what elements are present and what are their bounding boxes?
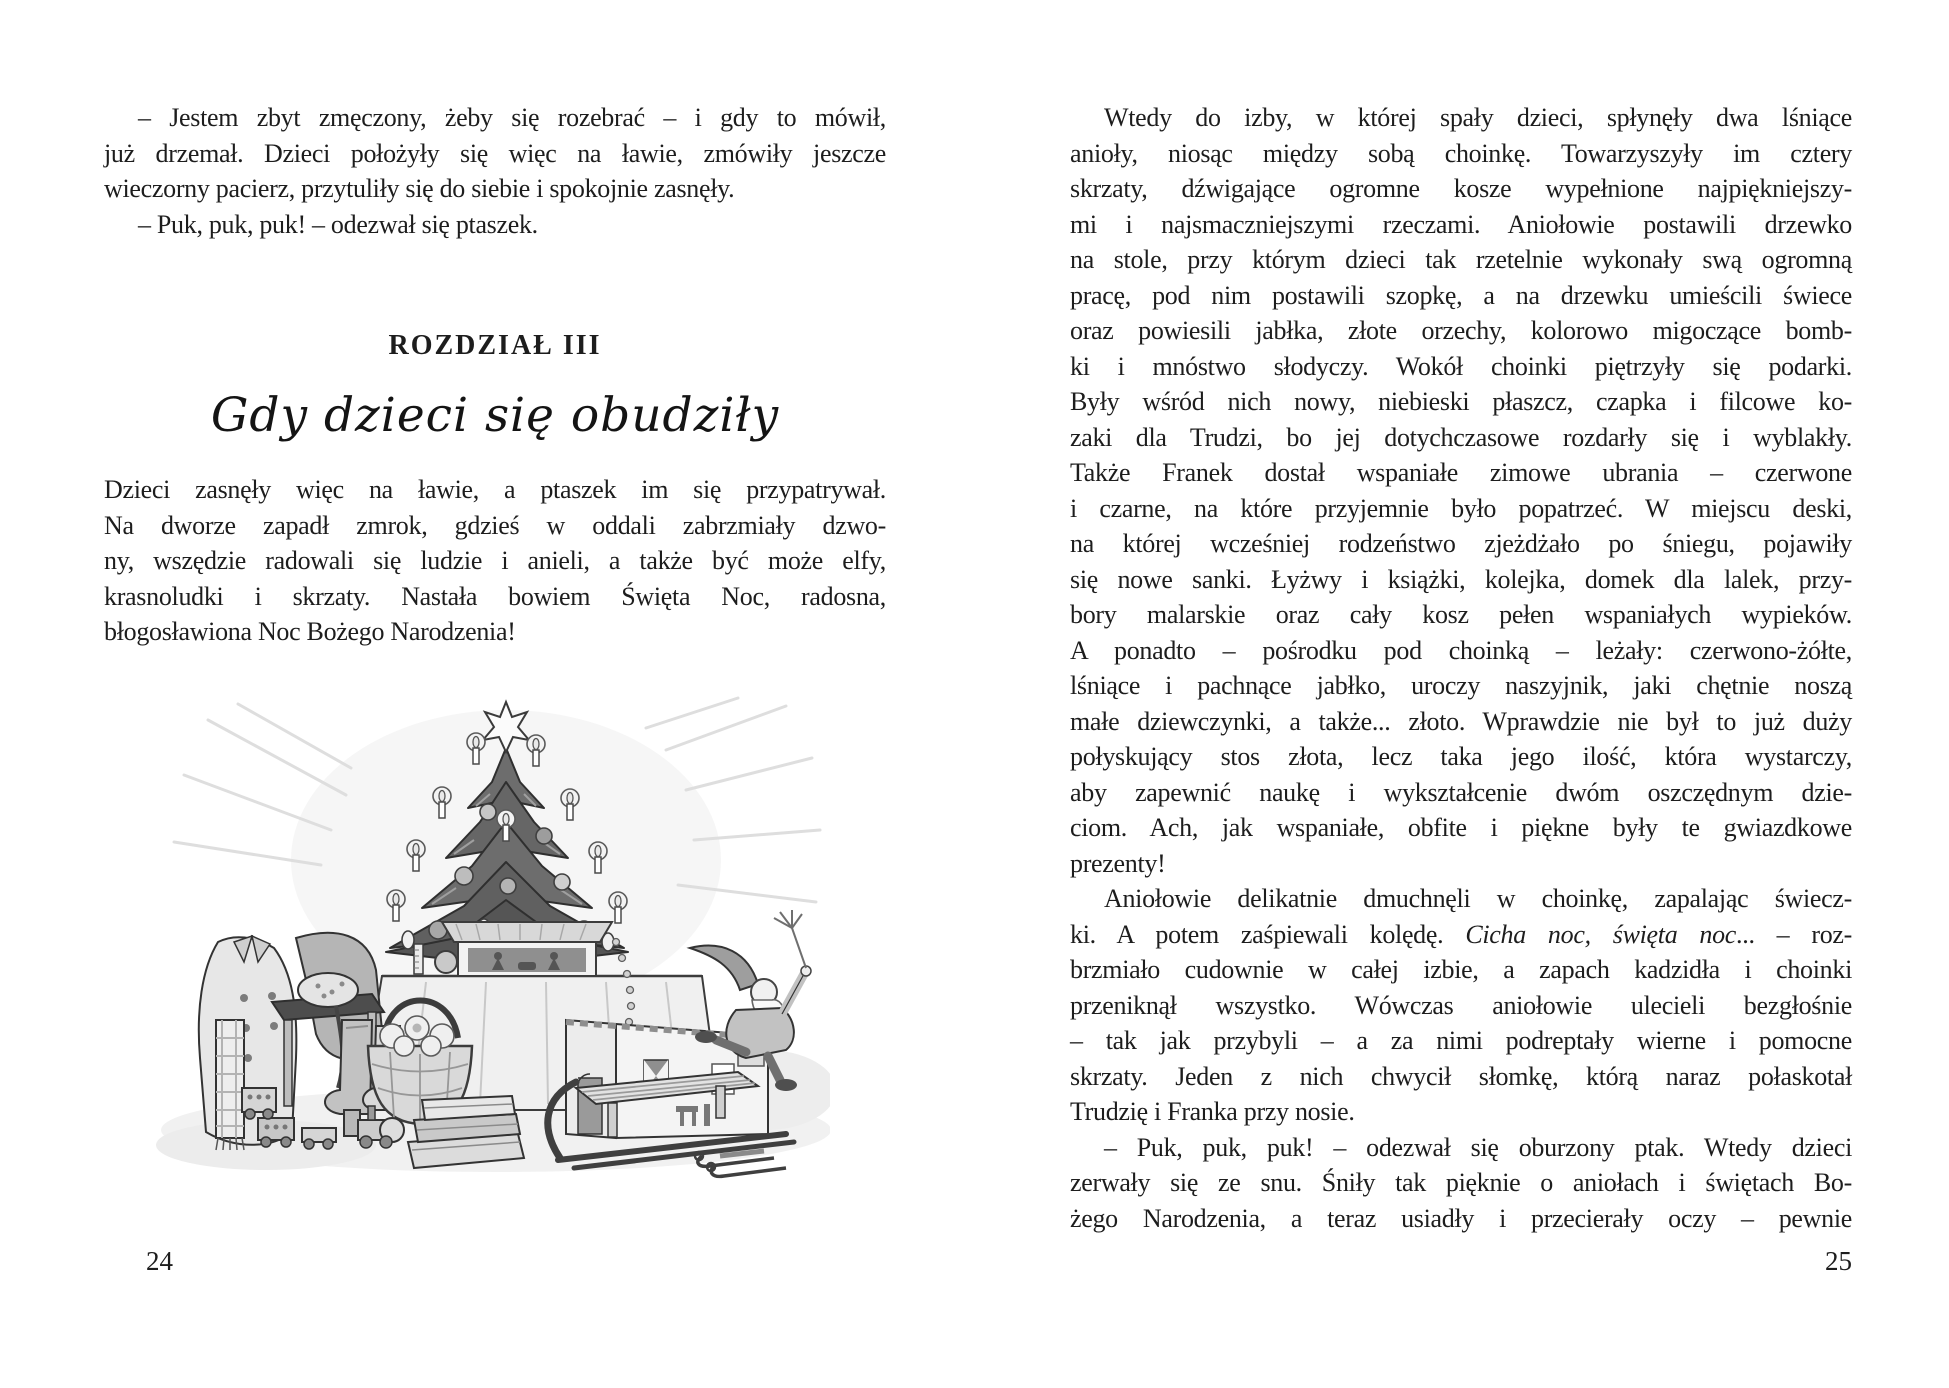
text-line: – Jestem zbyt zmęczony, żeby się rozebrać – i gdy to mówił, — [138, 103, 886, 132]
text-line: krasnoludki i skrzaty. Nastała bowiem Święta Noc, radosna, — [104, 581, 886, 611]
text-line: zerwały się ze snu. Śniły tak pięknie o aniołach i świętach Bo- — [1070, 1168, 1852, 1197]
text-line: na stole, przy którym dzieci tak rzetelnie wykonały swą ogromną — [1070, 245, 1852, 274]
text-line: prezenty! — [1070, 848, 1166, 878]
paragraph — [104, 100, 886, 207]
text-line: błogosławiona Noc Bożego Narodzenia! — [104, 617, 516, 646]
text-line: Także Franek dostał wspaniałe zimowe ubrania – czerwone — [1070, 458, 1852, 487]
apple — [435, 951, 457, 973]
text-line: oraz powiesili jabłka, złote orzechy, kolorowo migoczące bomb- — [1070, 316, 1852, 345]
text-line: żego Narodzenia, a teraz usiadły i przecierały oczy – pewnie — [1070, 1203, 1852, 1233]
text-line: Były wśród nich nowy, niebieski płaszcz, czapka i filcowe ko- — [1070, 387, 1852, 416]
straw — [774, 910, 806, 968]
ruler — [414, 944, 423, 974]
text-line: brzmiało cudownie w całej izbie, a zapach kadzidła i choinki — [1070, 955, 1852, 984]
chapter-label: ROZDZIAŁ III — [388, 330, 602, 361]
text-line: Na dworze zapadł zmrok, gdzieś w oddali zabrzmiały dzwo- — [104, 510, 886, 540]
paragraph — [1070, 881, 1852, 1130]
text-line: Trudzię i Franka przy nosie. — [1070, 1097, 1355, 1126]
left-page-top-text — [104, 100, 886, 242]
text-line: – Puk, puk, puk! – odezwał się ptaszek. — [138, 209, 538, 239]
text-line: – Puk, puk, puk! – odezwał się oburzony ptak. Wtedy dzieci — [1104, 1132, 1852, 1162]
text-line: ny, wszędzie radowali się ludzie i anieli, a także być może elfy, — [104, 546, 886, 575]
text-line: anioły, niosąc między sobą choinkę. Towarzyszyły im cztery — [1070, 138, 1852, 168]
text-line: zaki dla Trudzi, bo jej dotychczasowe rozdarły się i wyblakły. — [1070, 422, 1852, 452]
text-line: Dzieci zasnęły więc na ławie, a ptaszek im się przypatrywał. — [104, 475, 886, 504]
text-line: mi i najsmaczniejszymi rzeczami. Aniołowie postawili drzewko — [1070, 209, 1852, 239]
scarf — [216, 1020, 244, 1150]
text-line: Wtedy do izby, w której spały dzieci, spłynęły dwa lśniące — [1104, 103, 1852, 132]
dollhouse-furniture — [676, 1104, 710, 1126]
text-line: przeniknął wszystko. Wówczas aniołowie ulecieli bezgłośnie — [1070, 990, 1852, 1020]
right-page-text — [1070, 100, 1852, 1236]
text-line: bory malarskie oraz cały kosz pełen wspaniałych wypieków. — [1070, 600, 1852, 629]
text-line: wieczorny pacierz, przytuliły się do siebie i spokojnie zasnęły. — [104, 174, 735, 203]
text-line: ki i mnóstwo słodyczy. Wokół choinki piętrzyły się podarki. — [1070, 351, 1852, 381]
page-number-right: 25 — [1825, 1246, 1852, 1276]
paragraph — [104, 472, 886, 650]
paragraph — [104, 207, 886, 243]
chapter-illustration — [146, 690, 830, 1187]
page-number-left: 24 — [146, 1246, 173, 1276]
left-page-opening-text — [104, 472, 886, 650]
text-line: się nowe sanki. Łyżwy i książki, kolejka, domek dla lalek, przy- — [1070, 564, 1852, 594]
text-line: A ponadto – pośrodku pod choinką – leżały: czerwono-żółte, — [1070, 635, 1852, 665]
text-line: Aniołowie delikatnie dmuchnęli w choinkę, zapalając świecz- — [1104, 884, 1852, 913]
chapter-title: Gdy dzieci się obudziły — [210, 388, 780, 443]
text-line: połyskujący stos złota, lecz taka jego ilość, która wystarczy, — [1070, 742, 1852, 771]
text-line: skrzaty, dźwigające ogromne kosze wypełnione najpiękniejszy- — [1070, 174, 1852, 203]
text-line: małe dziewczynki, a także... złoto. Wprawdzie nie był to już duży — [1070, 706, 1852, 736]
text-line: aby zapewnić naukę i wykształcenie dwóm oszczędnym dzie- — [1070, 777, 1852, 807]
paragraph — [1070, 100, 1852, 881]
text-line: ki. A potem zaśpiewali kolędę. Cicha noc, święta noc... – roz- — [1070, 919, 1852, 949]
book-stack — [408, 1096, 524, 1168]
polka-dot-cap — [298, 973, 358, 1007]
text-line: już drzemał. Dzieci położyły się więc na ławie, zmówiły jeszcze — [104, 138, 886, 168]
text-line: ciom. Ach, jak wspaniałe, obfite i piękne były te gwiazdkowe — [1070, 813, 1852, 842]
text-line: skrzaty. Jeden z nich chwycił słomkę, którą naraz połaskotał — [1070, 1061, 1852, 1091]
text-line: – tak jak przybyli – a za nimi podreptały wierne i pomocne — [1070, 1026, 1852, 1055]
text-line: i czarne, na które przyjemnie było popatrzeć. W miejscu deski, — [1070, 493, 1852, 523]
paragraph — [1070, 1130, 1852, 1237]
text-line: lśniące i pachnące jabłko, uroczy naszyjnik, jaki chętnie noszą — [1070, 671, 1852, 700]
text-line: pracę, pod nim postawili szopkę, a na drzewku umieścili świece — [1070, 280, 1852, 310]
text-line: na której wcześniej rodzeństwo zjeżdżało po śniegu, pojawiły — [1070, 529, 1852, 558]
